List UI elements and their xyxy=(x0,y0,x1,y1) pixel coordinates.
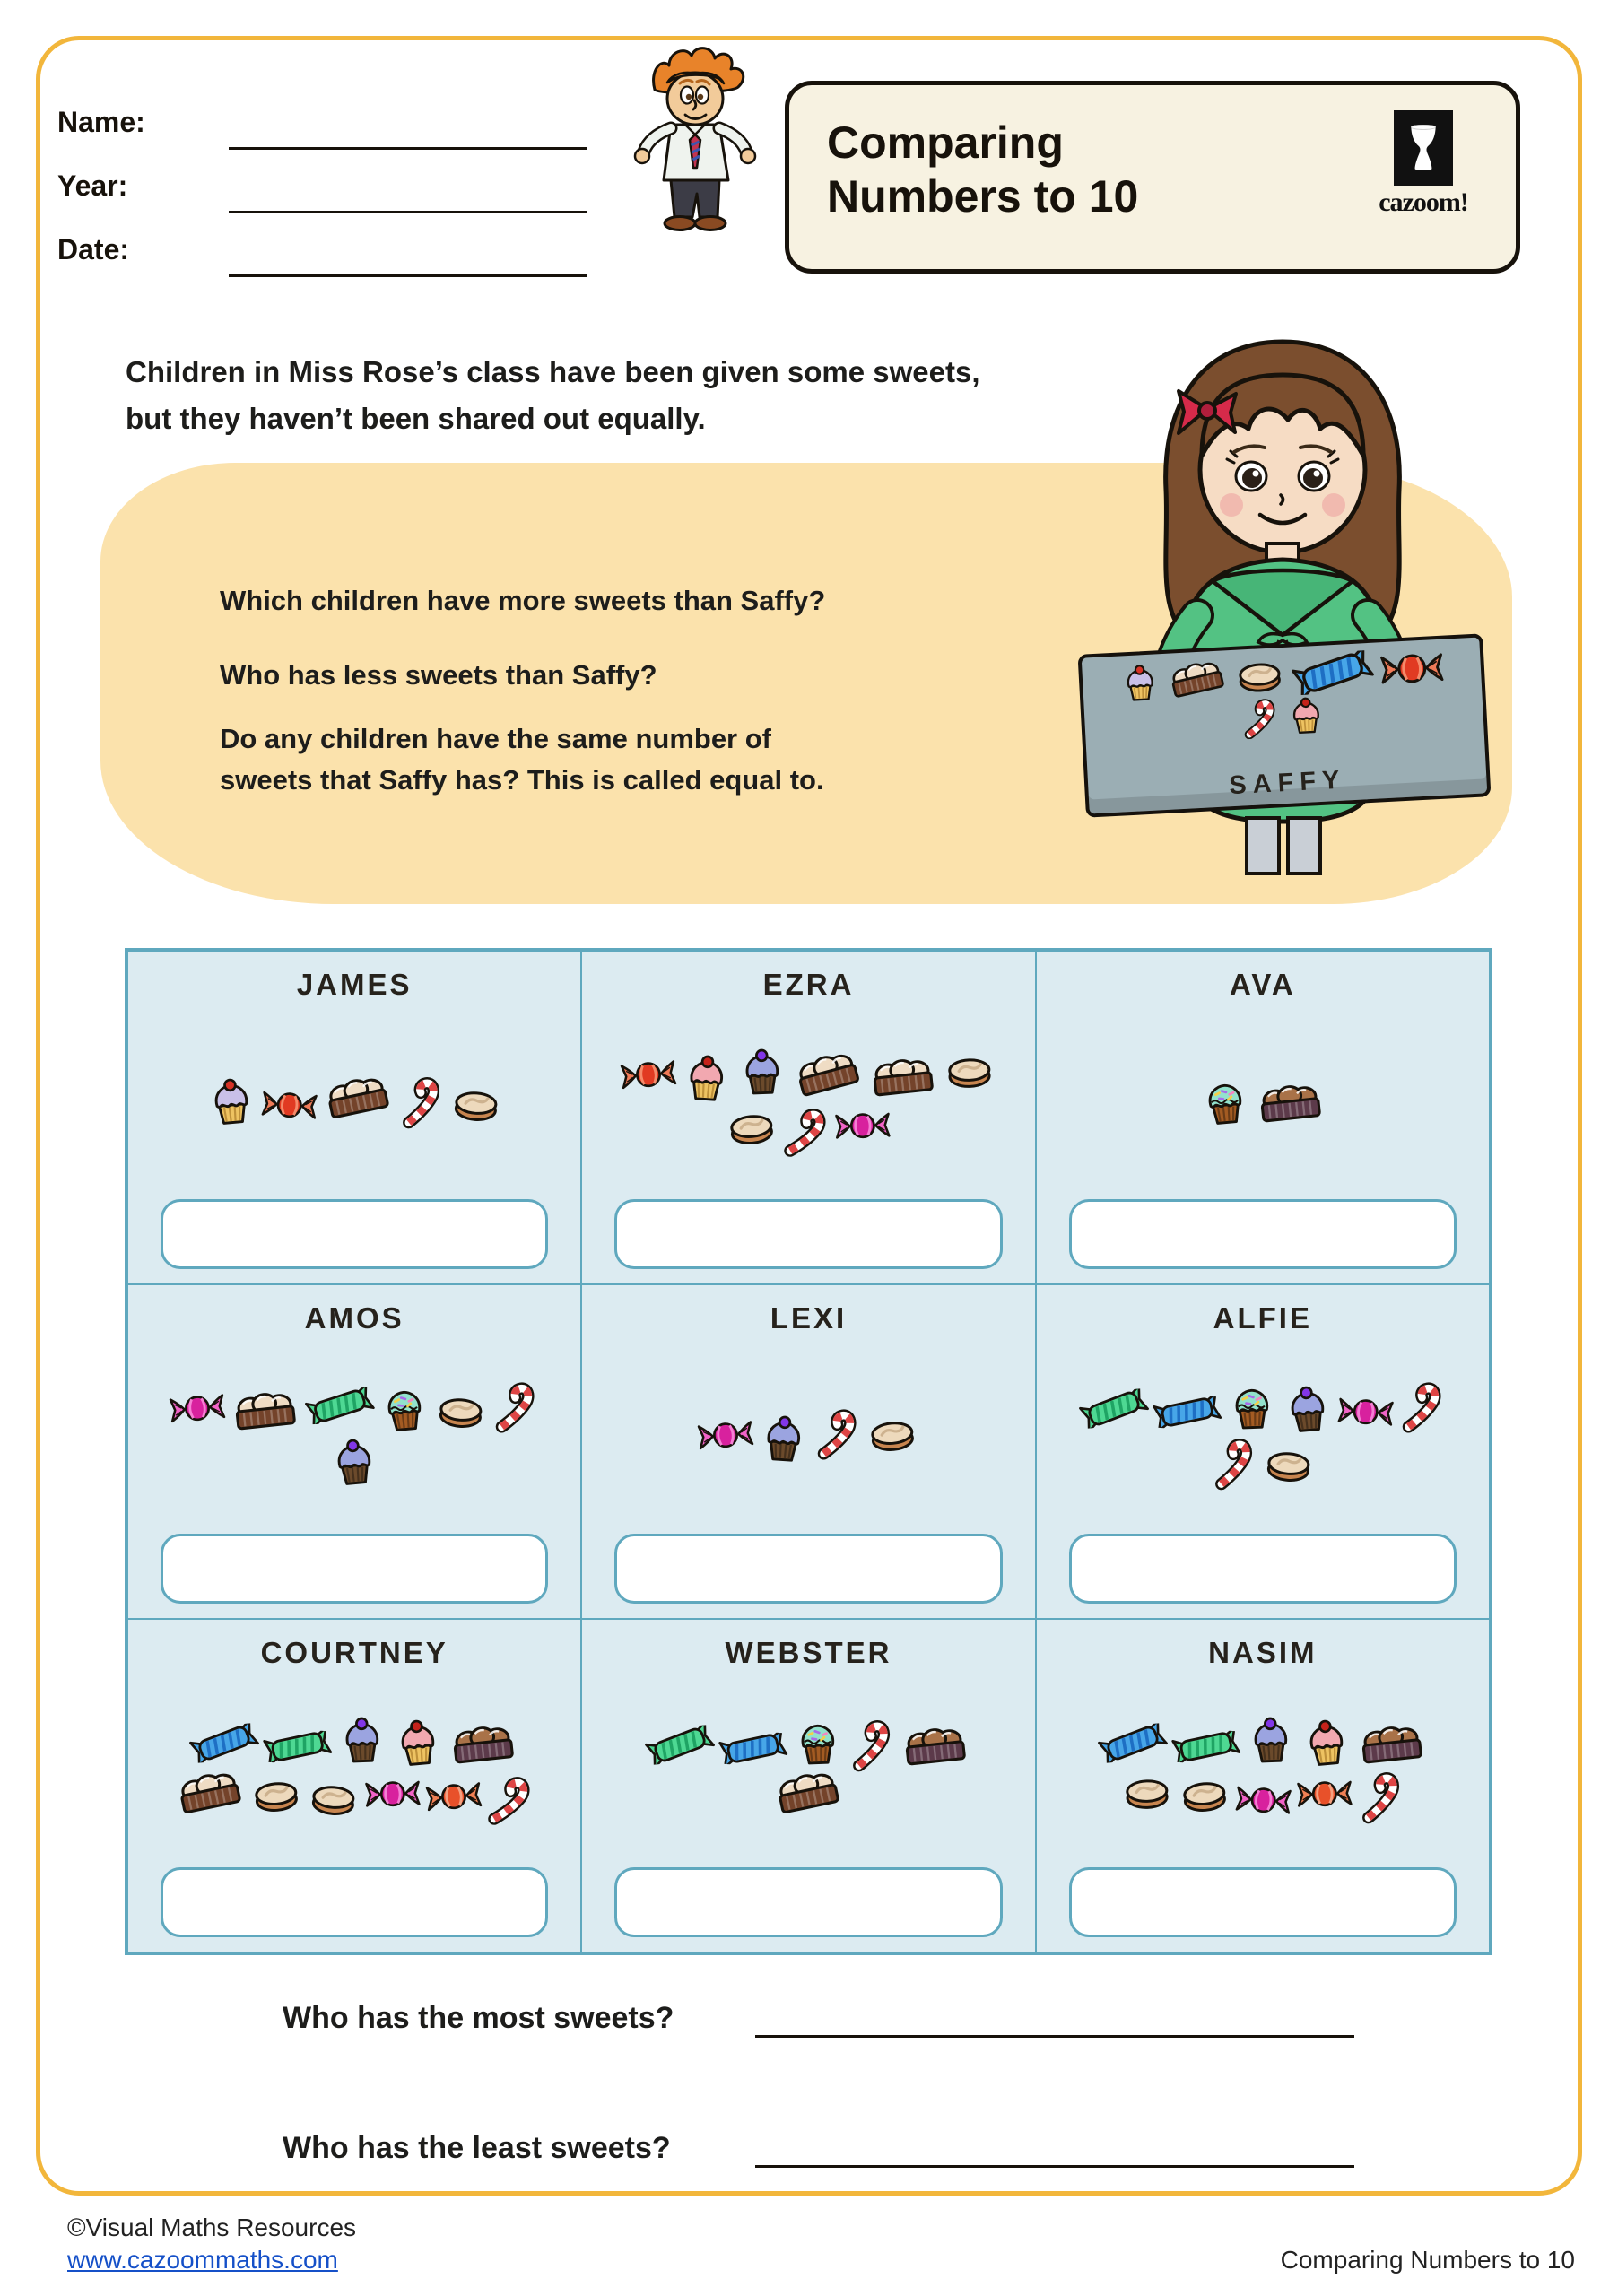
chocbar-cream-icon xyxy=(866,1052,941,1105)
child-card-amos xyxy=(127,1284,581,1618)
cazoom-logo xyxy=(1365,110,1482,218)
name-field-label: Name: xyxy=(57,106,145,138)
chocbar-brown-icon xyxy=(1253,1079,1328,1132)
cookie-icon xyxy=(248,1773,305,1820)
candy-orange-icon xyxy=(1295,1775,1353,1813)
footer-link[interactable]: www.cazoommaths.com xyxy=(67,2246,338,2274)
card-child-name: ALFIE xyxy=(1213,1301,1312,1335)
chocbar-cream-icon xyxy=(173,1769,247,1819)
candy-red-icon xyxy=(619,1054,679,1095)
candycane-icon xyxy=(1354,1769,1407,1824)
cupcake-pink-icon xyxy=(390,1715,447,1771)
chocbar-cream-icon xyxy=(790,1048,866,1101)
chocbar-cream-icon xyxy=(321,1074,395,1124)
child-card-nasim xyxy=(1036,1619,1490,1952)
candy-red-icon xyxy=(1378,647,1445,691)
chocbar-brown-icon xyxy=(898,1722,973,1775)
chocbar-cream-icon xyxy=(228,1386,303,1439)
cookie-icon xyxy=(865,1413,922,1459)
cookie-icon xyxy=(1260,1443,1317,1489)
candycane-icon xyxy=(396,1074,448,1129)
candy-green-icon xyxy=(304,1387,375,1425)
cupcake-blue-icon xyxy=(735,1045,789,1099)
question-more: Which children have more sweets than Saffy? xyxy=(220,585,826,616)
cupcake-blue-icon xyxy=(326,1434,383,1491)
cupcake-blue-icon xyxy=(335,1713,389,1767)
worksheet-title-line1: Comparing xyxy=(827,117,1064,168)
card-child-name: NASIM xyxy=(1208,1635,1318,1669)
cupcake-pink-icon xyxy=(1298,1715,1354,1771)
candycane-icon xyxy=(1240,696,1281,739)
answer-box[interactable] xyxy=(614,1534,1002,1604)
answer-box[interactable] xyxy=(1069,1867,1457,1937)
candy-magenta-icon xyxy=(363,1775,422,1813)
candy-blue-icon xyxy=(1151,1393,1223,1432)
candy-magenta-icon xyxy=(696,1415,756,1457)
cupcake-mint-icon xyxy=(1196,1074,1253,1130)
card-child-name: AVA xyxy=(1229,968,1296,1001)
year-field-line[interactable] xyxy=(229,211,587,213)
candycane-icon xyxy=(813,1406,863,1459)
candycane-icon xyxy=(1207,1434,1260,1490)
child-card-courtney xyxy=(127,1619,581,1952)
cupcake-blue-icon xyxy=(1279,1380,1335,1437)
candy-magenta-icon xyxy=(1335,1392,1396,1432)
year-field-label: Year: xyxy=(57,170,128,202)
most-sweets-answer-line[interactable] xyxy=(755,2035,1354,2038)
date-field-label: Date: xyxy=(57,233,130,265)
candycane-icon xyxy=(491,1379,541,1432)
candy-green-icon xyxy=(1170,1726,1242,1766)
candy-orange-icon xyxy=(424,1776,484,1817)
cookie-icon xyxy=(943,1050,998,1094)
cupcake-mint-icon xyxy=(791,1715,845,1769)
least-sweets-question: Who has the least sweets? xyxy=(283,2131,671,2165)
candycane-icon xyxy=(1397,1379,1448,1432)
worksheet-title-line2: Numbers to 10 xyxy=(827,171,1139,222)
candy-magenta-icon xyxy=(834,1107,892,1145)
card-child-name: WEBSTER xyxy=(725,1635,892,1669)
candy-magenta-icon xyxy=(1233,1779,1293,1820)
date-field-line[interactable] xyxy=(229,274,587,277)
cupcake-blue-icon xyxy=(1244,1713,1298,1767)
intro-line1: Children in Miss Rose’s class have been given some sweets, xyxy=(126,355,980,388)
name-field-line[interactable] xyxy=(229,147,587,150)
answer-box[interactable] xyxy=(614,1199,1002,1269)
cookie-icon xyxy=(448,1083,504,1128)
question-equal-line1: Do any children have the same number of xyxy=(220,723,771,754)
card-child-name: LEXI xyxy=(770,1301,848,1335)
child-card-lexi xyxy=(581,1284,1035,1618)
least-sweets-answer-line[interactable] xyxy=(755,2165,1354,2168)
card-child-name: JAMES xyxy=(296,968,413,1001)
chocbar-cream-icon xyxy=(771,1769,845,1819)
cookie-icon xyxy=(432,1389,489,1435)
cookie-icon xyxy=(724,1105,781,1152)
saffy-name-label: SAFFY xyxy=(1228,765,1347,801)
answer-box[interactable] xyxy=(614,1867,1002,1937)
chocbar-cream-icon xyxy=(1165,657,1229,702)
cupcake-lavender-icon xyxy=(1118,661,1161,704)
cazoom-logo-text: cazoom! xyxy=(1379,187,1468,217)
child-card-ava xyxy=(1036,951,1490,1284)
candy-blue-icon xyxy=(718,1728,790,1768)
answer-box[interactable] xyxy=(1069,1534,1457,1604)
cupcake-lavender-icon xyxy=(204,1074,260,1130)
cookie-icon xyxy=(1176,1773,1233,1820)
cazoom-drum-icon xyxy=(1394,110,1453,186)
chocbar-brown-icon xyxy=(1354,1720,1430,1773)
card-child-name: EZRA xyxy=(762,968,855,1001)
answer-box[interactable] xyxy=(161,1199,548,1269)
answer-box[interactable] xyxy=(1069,1199,1457,1269)
candycane-icon xyxy=(846,1717,899,1772)
child-card-alfie xyxy=(1036,1284,1490,1618)
intro-line2: but they haven’t been shared out equally. xyxy=(126,402,706,435)
children-grid xyxy=(125,948,1492,1955)
candy-red-icon xyxy=(260,1085,320,1126)
candycane-icon xyxy=(484,1772,536,1827)
cupcake-mint-icon xyxy=(377,1380,433,1437)
question-equal-line2: sweets that Saffy has? This is called equal to. xyxy=(220,764,824,796)
cookie-icon xyxy=(305,1777,361,1822)
candy-blue-icon xyxy=(188,1722,261,1763)
most-sweets-question: Who has the most sweets? xyxy=(283,2001,674,2035)
saffy-tray xyxy=(1078,633,1492,817)
candy-blue-icon xyxy=(1290,650,1374,696)
candy-blue-icon xyxy=(1096,1722,1169,1763)
candy-green-icon xyxy=(262,1726,335,1766)
answer-box[interactable] xyxy=(161,1534,548,1604)
cupcake-blue-icon xyxy=(756,1412,812,1467)
cupcake-pink-icon xyxy=(679,1050,735,1106)
chocbar-brown-icon xyxy=(446,1720,521,1773)
question-less: Who has less sweets than Saffy? xyxy=(220,659,657,691)
child-card-james xyxy=(127,951,581,1284)
candycane-icon xyxy=(780,1105,832,1160)
candy-green-icon xyxy=(1077,1388,1150,1430)
worksheet-title xyxy=(827,116,1138,223)
footer-page-title: Comparing Numbers to 10 xyxy=(1280,2246,1575,2274)
cookie-icon xyxy=(1119,1771,1175,1815)
card-child-name: AMOS xyxy=(304,1301,404,1335)
candy-green-icon xyxy=(644,1724,717,1765)
cookie-icon xyxy=(1232,655,1287,699)
answer-box[interactable] xyxy=(161,1867,548,1937)
card-child-name: COURTNEY xyxy=(260,1635,448,1669)
cupcake-pink-icon xyxy=(1284,694,1327,737)
title-box xyxy=(785,81,1520,274)
cupcake-mint-icon xyxy=(1225,1379,1279,1433)
mascot-illustration xyxy=(608,41,779,237)
saffy-illustration xyxy=(1112,319,1471,931)
candy-magenta-icon xyxy=(168,1388,228,1430)
child-card-webster xyxy=(581,1619,1035,1952)
child-card-ezra xyxy=(581,951,1035,1284)
footer-copyright: ©Visual Maths Resources xyxy=(67,2213,357,2241)
saffy-tray-sweets xyxy=(1082,638,1484,748)
